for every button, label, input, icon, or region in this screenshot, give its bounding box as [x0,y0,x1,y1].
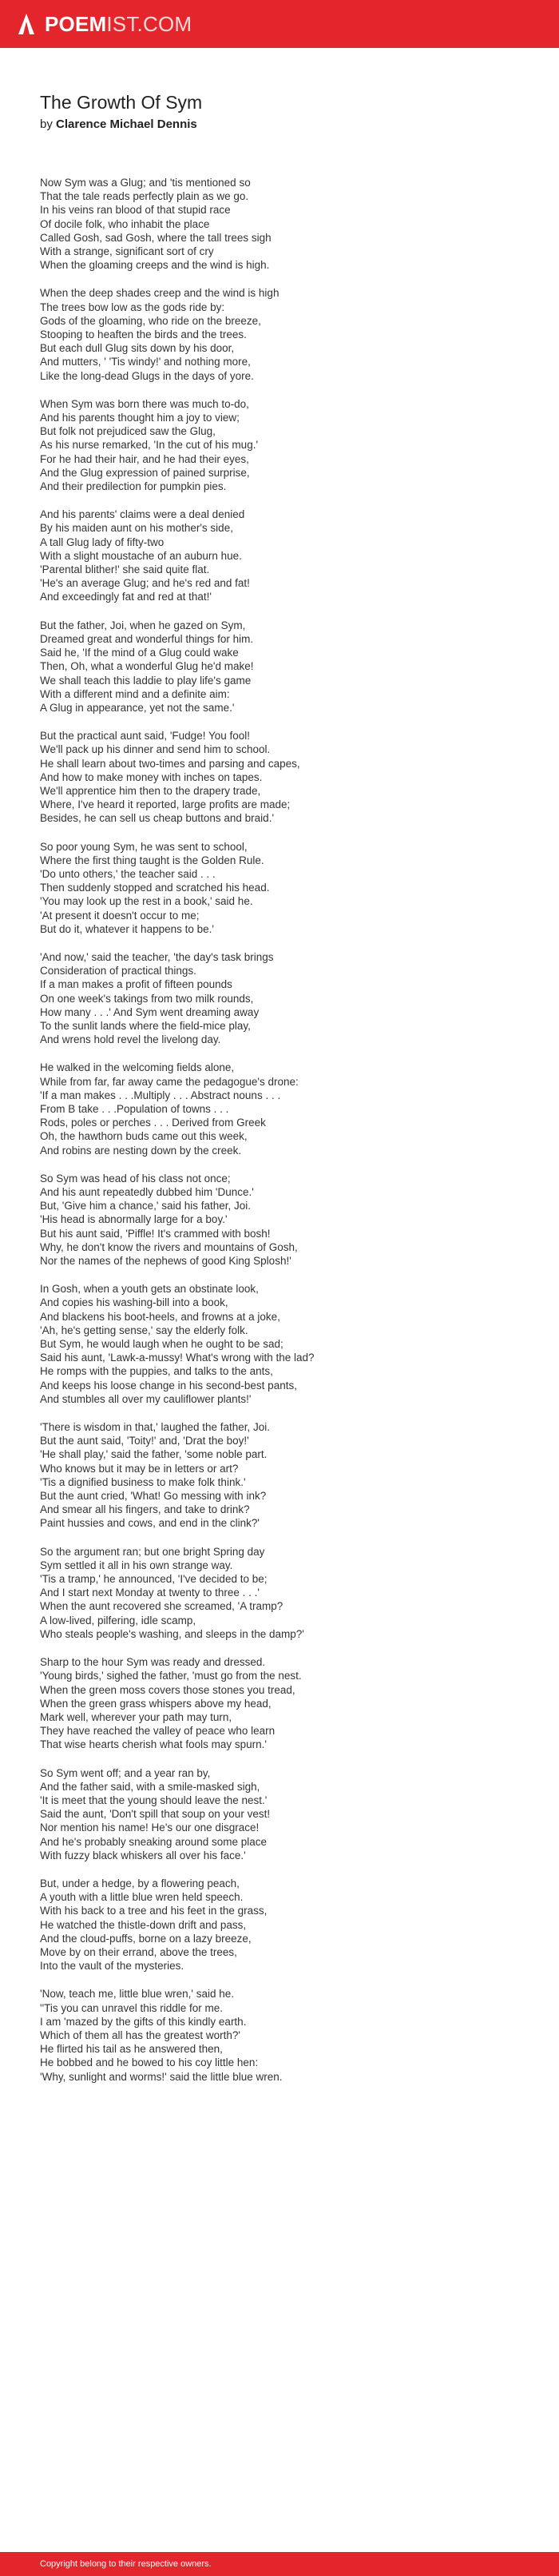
poem-line: But do it, whatever it happens to be.' [40,922,214,935]
poem-stanza [40,729,535,825]
poem-line: When Sym was born there was much to-do, [40,397,249,410]
poem-line: And their predilection for pumpkin pies. [40,480,227,493]
logo-light-text: IST.COM [106,11,192,36]
poem-line: 'Now, teach me, little blue wren,' said he. [40,1988,235,2001]
poem-line: He shall learn about two-times and parsing and capes, [40,757,300,770]
poem-line: In his veins ran blood of that stupid race [40,204,231,217]
poem-line: So Sym was head of his class not once; [40,1172,231,1184]
poem-line: In Gosh, when a youth gets an obstinate look, [40,1283,259,1296]
poem-line: 'Ah, he's getting sense,' say the elderly folk. [40,1324,248,1336]
poem-title: The Growth Of Sym [40,92,203,113]
poem-line: 'It is meet that the young should leave the nest.' [40,1794,268,1806]
poem-line: But, under a hedge, by a flowering peach, [40,1877,240,1889]
poem-line: And the Glug expression of pained surprise, [40,466,250,479]
poem-line: And exceedingly fat and red at that!' [40,591,212,603]
poem-stanza [40,286,535,382]
poem-line: With a slight moustache of an auburn hue. [40,549,242,562]
poem-line: He walked in the welcoming fields alone, [40,1061,235,1074]
poem-line: 'If a man makes . . .Multiply . . . Abstract nouns . . . [40,1089,281,1101]
poem-stanza [40,1655,535,1751]
poem-line: ''Tis you can unravel this riddle for me. [40,2001,223,2014]
poem-line: With a different mind and a definite aim: [40,687,230,700]
poem-line: He bobbed and he bowed to his coy little hen: [40,2056,259,2069]
logo-strong-text: POEM [45,11,107,36]
poem-line: But, 'Give him a chance,' said his father, Joi. [40,1200,252,1212]
poem-line: Now Sym was a Glug; and 'tis mentioned so [40,177,251,189]
poem-line: When the aunt recovered she screamed, 'A tramp? [40,1600,283,1613]
poem-line: Where the first thing taught is the Golden Rule. [40,854,264,866]
poem-stanza [40,508,535,603]
poem-line: And his parents thought him a joy to view; [40,412,240,424]
poem-line: While from far, far away came the pedagogue's drone: [40,1075,299,1088]
poem-line: To the sunlit lands where the field-mice play, [40,1019,251,1032]
poem-body [40,176,535,2098]
poem-line: So poor young Sym, he was sent to school, [40,840,248,853]
poem-line: I am 'mazed by the gifts of this kindly earth. [40,2015,247,2028]
poem-line: 'And now,' said the teacher, 'the day's task brings [40,950,274,963]
poem-line: We'll apprentice him then to the drapery trade, [40,784,261,797]
poem-line: Oh, the hawthorn buds came out this week, [40,1130,248,1143]
poem-line: Of docile folk, who inhabit the place [40,217,210,230]
poem-line: With fuzzy black whiskers all over his face.' [40,1849,246,1861]
poem-line: And robins are nesting down by the creek. [40,1144,242,1157]
poem-line: Where, I've heard it reported, large profits are made; [40,798,291,811]
poem-line: So Sym went off; and a year ran by, [40,1766,211,1779]
poem-line: Mark well, wherever your path may turn, [40,1710,232,1723]
poem-line: And mutters, ' 'Tis windy!' and nothing more, [40,356,251,368]
poem-stanza [40,1420,535,1531]
poem-line: 'His head is abnormally large for a boy.' [40,1213,228,1226]
poem-line: And the father said, with a smile-masked sigh, [40,1780,260,1793]
poem-line: We'll pack up his dinner and send him to school. [40,743,271,756]
poem-line: With his back to a tree and his feet in the grass, [40,1905,268,1917]
poem-line: Dreamed great and wonderful things for him. [40,632,254,645]
poemist-logo-icon[interactable] [18,12,35,36]
poem-line: They have reached the valley of peace who learn [40,1725,276,1738]
poem-line: Sym settled it all in his own strange way. [40,1559,233,1571]
poem-line: Consideration of practical things. [40,965,196,977]
poem-line: Then suddenly stopped and scratched his head. [40,882,270,894]
poem-line: Nor the names of the nephews of good King Splosh!' [40,1255,291,1268]
poem-stanza [40,1282,535,1406]
poem-line: And his aunt repeatedly dubbed him 'Dunce.' [40,1186,254,1198]
poem-line: For he had their hair, and he had their eyes, [40,452,249,465]
poem-line: And copies his washing-bill into a book, [40,1296,228,1309]
poem-line: 'There is wisdom in that,' laughed the father, Joi. [40,1421,271,1434]
poem-line: Like the long-dead Glugs in the days of yore. [40,369,254,382]
poem-line: But folk not prejudiced saw the Glug, [40,425,216,438]
poem-stanza [40,950,535,1046]
poem-line: That the tale reads perfectly plain as we go. [40,190,249,203]
poem-line: 'Tis a tramp,' he announced, 'I've decided to be; [40,1573,268,1586]
poem-line: And his parents' claims were a deal denied [40,508,245,521]
poem-line: 'He shall play,' said the father, 'some noble part. [40,1448,268,1461]
poem-line: Paint hussies and cows, and end in the clink?' [40,1517,260,1530]
poem-line: The trees bow low as the gods ride by: [40,301,225,313]
poem-line: When the gloaming creeps and the wind is high. [40,259,270,272]
poem-stanza [40,619,535,715]
poem-line: We shall teach this laddie to play life's game [40,674,252,687]
poem-line: Said the aunt, 'Don't spill that soup on your vest! [40,1808,271,1821]
poem-stanza [40,1987,535,2083]
poem-line: 'Why, sunlight and worms!' said the little blue wren. [40,2070,283,2083]
poem-line: Stooping to heaften the birds and the trees. [40,328,247,341]
poem-stanza [40,1172,535,1268]
poem-line: He watched the thistle-down drift and pass, [40,1918,247,1931]
poem-line: Who knows but it may be in letters or art? [40,1462,239,1475]
site-header [0,0,559,48]
poem-stanza [40,397,535,493]
poem-line: A tall Glug lady of fifty-two [40,536,165,548]
poem-line: Who steals people's washing, and sleeps in the damp?' [40,1627,304,1640]
poem-line: Said his aunt, 'Lawk-a-mussy! What's wrong with the lad? [40,1352,315,1364]
poem-line: But the aunt said, 'Toity!' and, 'Drat the boy!' [40,1435,249,1447]
site-logo[interactable] [45,12,192,37]
poem-stanza [40,1061,535,1157]
poem-line: He flirted his tail as he answered then, [40,2043,223,2056]
poem-line: So the argument ran; but one bright Spring day [40,1545,265,1558]
poem-line: Move by on their errand, above the trees, [40,1945,237,1958]
poem-line: Sharp to the hour Sym was ready and dressed. [40,1656,266,1669]
byline-prefix: by [40,117,53,131]
poem-line: And wrens hold revel the livelong day. [40,1033,221,1046]
poem-line: With a strange, significant sort of cry [40,245,214,258]
poem-line: 'You may look up the rest in a book,' said he. [40,895,253,908]
site-footer [0,2552,559,2576]
poem-line: If a man makes a profit of fifteen pounds [40,978,232,991]
poem-stanza [40,840,535,936]
poem-stanza [40,1766,535,1862]
poem-line: And the cloud-puffs, borne on a lazy breeze, [40,1932,252,1945]
poem-line: Called Gosh, sad Gosh, where the tall trees sigh [40,231,272,244]
poem-line: 'Do unto others,' the teacher said . . . [40,867,216,880]
poem-byline [40,117,197,131]
poem-line: But the father, Joi, when he gazed on Sym, [40,619,246,631]
poem-stanza [40,176,535,272]
poem-line: On one week's takings from two milk rounds, [40,992,254,1005]
poem-line: A low-lived, pilfering, idle scamp, [40,1614,196,1626]
poem-line: Nor mention his name! He's our one disgrace! [40,1822,260,1834]
poem-line: And I start next Monday at twenty to three . . .' [40,1587,260,1599]
poem-line: A youth with a little blue wren held speech. [40,1891,244,1904]
poem-line: 'At present it doesn't occur to me; [40,909,200,922]
poem-line: But his aunt said, 'Piffle! It's crammed with bosh! [40,1227,271,1240]
poem-stanza [40,1877,535,1973]
poem-line: Said he, 'If the mind of a Glug could wake [40,647,239,659]
poem-line: And smear all his fingers, and take to drink? [40,1503,250,1516]
poem-line: When the green moss covers those stones you tread, [40,1683,295,1696]
poem-line: Rods, poles or perches . . . Derived from Greek [40,1117,266,1129]
poem-line: Which of them all has the greatest worth?' [40,2029,240,2041]
poem-line: When the deep shades creep and the wind is high [40,287,280,300]
poem-line: Gods of the gloaming, who ride on the breeze, [40,314,261,327]
poem-line: And blackens his boot-heels, and frowns at a joke, [40,1310,280,1323]
poem-line: But each dull Glug sits down by his door, [40,342,235,355]
poem-line: Besides, he can sell us cheap buttons and braid.' [40,812,275,825]
poem-line: How many . . .' And Sym went dreaming away [40,1005,260,1018]
poem-line: A Glug in appearance, yet not the same.' [40,701,235,714]
poem-stanza [40,1545,535,1641]
poem-line: From B take . . .Population of towns . . . [40,1102,229,1115]
copyright-notice: Copyright belong to their respective owners. [40,2559,212,2569]
poem-line: Why, he don't know the rivers and mountains of Gosh, [40,1240,298,1253]
poem-line: 'Young birds,' sighed the father, 'must go from the nest. [40,1670,302,1682]
poem-line: And stumbles all over my cauliflower plants!' [40,1392,252,1405]
poem-line: By his maiden aunt on his mother's side, [40,522,233,535]
poem-line: 'He's an average Glug; and he's red and fat! [40,577,250,590]
poem-line: 'Tis a dignified business to make folk think.' [40,1475,246,1488]
poem-line: When the green grass whispers above my head, [40,1697,272,1710]
poem-line: And keeps his loose change in his second-best pants, [40,1379,297,1392]
poem-line: Into the vault of the mysteries. [40,1960,184,1973]
poem-line: He romps with the puppies, and talks to the ants, [40,1365,273,1378]
poem-line: But the practical aunt said, 'Fudge! You fool! [40,730,251,743]
poem-line: But the aunt cried, 'What! Go messing with ink? [40,1490,267,1503]
poem-line: And he's probably sneaking around some place [40,1835,268,1848]
poem-line: 'Parental blither!' she said quite flat. [40,563,210,576]
poem-line: As his nurse remarked, 'In the cut of his mug.' [40,439,259,452]
poem-author: Clarence Michael Dennis [56,117,197,131]
poem-line: And how to make money with inches on tapes. [40,770,263,783]
poem-line: That wise hearts cherish what fools may spurn.' [40,1738,267,1751]
poem-line: Then, Oh, what a wonderful Glug he'd make! [40,660,254,673]
poem-line: But Sym, he would laugh when he ought to be sad; [40,1338,283,1351]
